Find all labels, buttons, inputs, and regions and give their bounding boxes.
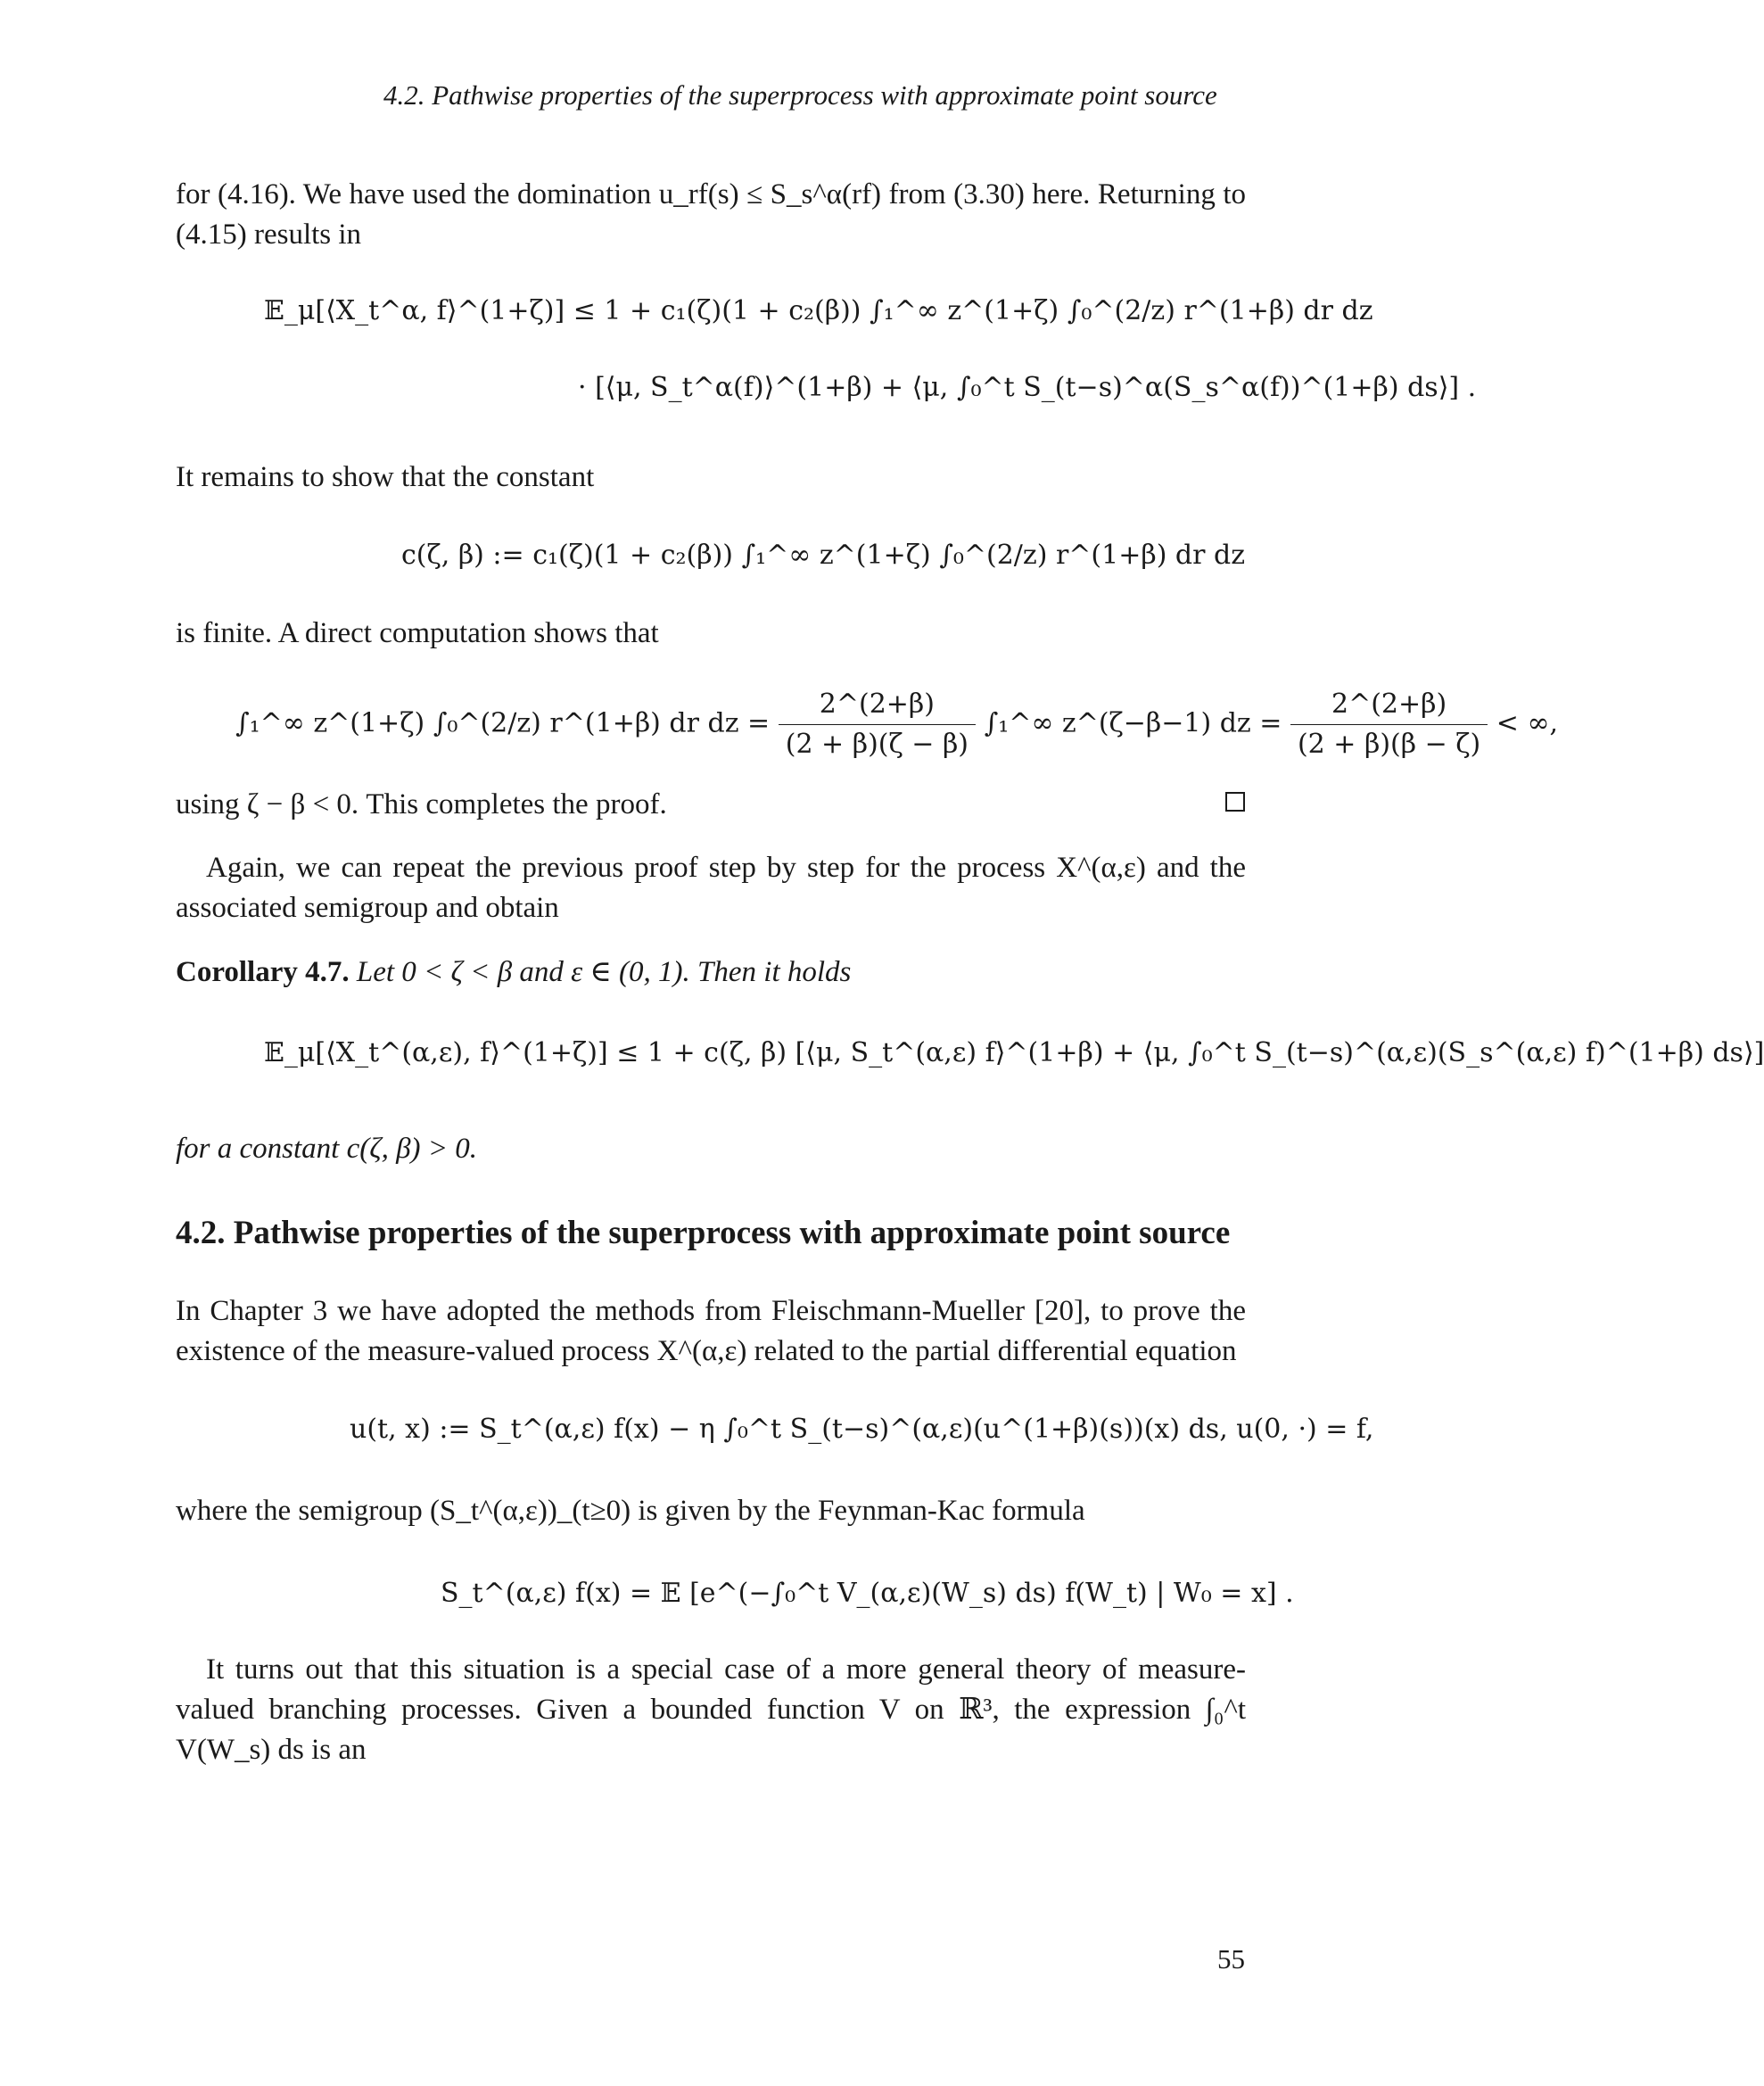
corollary-4-7 [176, 952, 1246, 993]
equation-1-line-2: · [⟨μ, S_t^α(f)⟩^(1+β) + ⟨μ, ∫₀^t S_(t−s)^α(S_s^α(f))^(1+β) ds⟩] . [578, 372, 1477, 403]
paragraph-semigroup: where the semigroup (S_t^(α,ε))_(t≥0) is given by the Feynman-Kac formula [176, 1495, 1085, 1527]
equation-2: c(ζ, β) := c₁(ζ)(1 + c₂(β)) ∫₁^∞ z^(1+ζ) ∫₀^(2/z) r^(1+β) dr dz [401, 540, 1246, 571]
equation-1-line-1: 𝔼_μ[⟨X_t^α, f⟩^(1+ζ)] ≤ 1 + c₁(ζ)(1 + c₂(β)) ∫₁^∞ z^(1+ζ) ∫₀^(2/z) r^(1+β) dr dz [264, 295, 1373, 326]
fraction-2-denominator: (2 + β)(β − ζ) [1297, 729, 1481, 760]
qed-box-icon [1225, 792, 1245, 812]
paragraph-chapter-3: In Chapter 3 we have adopted the methods from Fleischmann-Mueller [20], to prove the existence of the measure-valued process X^(α,ε) related to the partial differential equation [176, 1295, 1246, 1367]
equation-3-middle: ∫₁^∞ z^(ζ−β−1) dz = [984, 707, 1282, 739]
equation-5: u(t, x) := S_t^(α,ε) f(x) − η ∫₀^t S_(t−s)^(α,ε)(u^(1+β)(s))(x) ds, u(0, ·) = f, [350, 1414, 1374, 1445]
paragraph-again: Again, we can repeat the previous proof step by step for the process X^(α,ε) and the associated semigroup and obtain [176, 852, 1246, 924]
section-heading: 4.2. Pathwise properties of the superprocess with approximate point source [176, 1215, 1231, 1251]
equation-3 [235, 687, 1558, 763]
fraction-1-denominator: (2 + β)(ζ − β) [785, 729, 969, 760]
page-number: 55 [1217, 1943, 1245, 1975]
paragraph-finite: is finite. A direct computation shows that [176, 617, 659, 649]
equation-6: S_t^(α,ε) f(x) = 𝔼 [e^(−∫₀^t V_(α,ε)(W_s) ds) f(W_t) | W₀ = x] . [441, 1578, 1294, 1609]
paragraph-constant: for a constant c(ζ, β) > 0. [176, 1133, 478, 1165]
corollary-statement: Let 0 < ζ < β and ε ∈ (0, 1). Then it holds [356, 956, 852, 988]
equation-3-left: ∫₁^∞ z^(1+ζ) ∫₀^(2/z) r^(1+β) dr dz = [235, 707, 771, 739]
corollary-label: Corollary 4.7. [176, 956, 350, 988]
fraction-2-numerator: 2^(2+β) [1290, 687, 1488, 725]
paragraph-remains: It remains to show that the constant [176, 461, 595, 493]
paragraph-intro: for (4.16). We have used the domination u_rf(s) ≤ S_s^α(rf) from (3.30) here. Returning to (4.15) results in [176, 178, 1246, 251]
equation-3-fraction-2 [1290, 687, 1488, 763]
paragraph-turns-out: It turns out that this situation is a special case of a more general theory of measure-valued branching processes. Given a bounded function V on ℝ³, the expression ∫₀^t V(W_s) ds is an [176, 1653, 1246, 1766]
equation-3-fraction-1 [779, 687, 976, 763]
paragraph-using: using ζ − β < 0. This completes the proof. [176, 788, 667, 820]
equation-3-right: < ∞, [1496, 707, 1558, 739]
running-header: 4.2. Pathwise properties of the superprocess with approximate point source [383, 79, 1217, 111]
fraction-1-numerator: 2^(2+β) [779, 687, 976, 725]
equation-4: 𝔼_μ[⟨X_t^(α,ε), f⟩^(1+ζ)] ≤ 1 + c(ζ, β) [⟨μ, S_t^(α,ε) f⟩^(1+β) + ⟨μ, ∫₀^t S_(t−s)^(α,ε)(S_s^(α,ε) f)^(1+β) ds⟩] [264, 1037, 1764, 1068]
